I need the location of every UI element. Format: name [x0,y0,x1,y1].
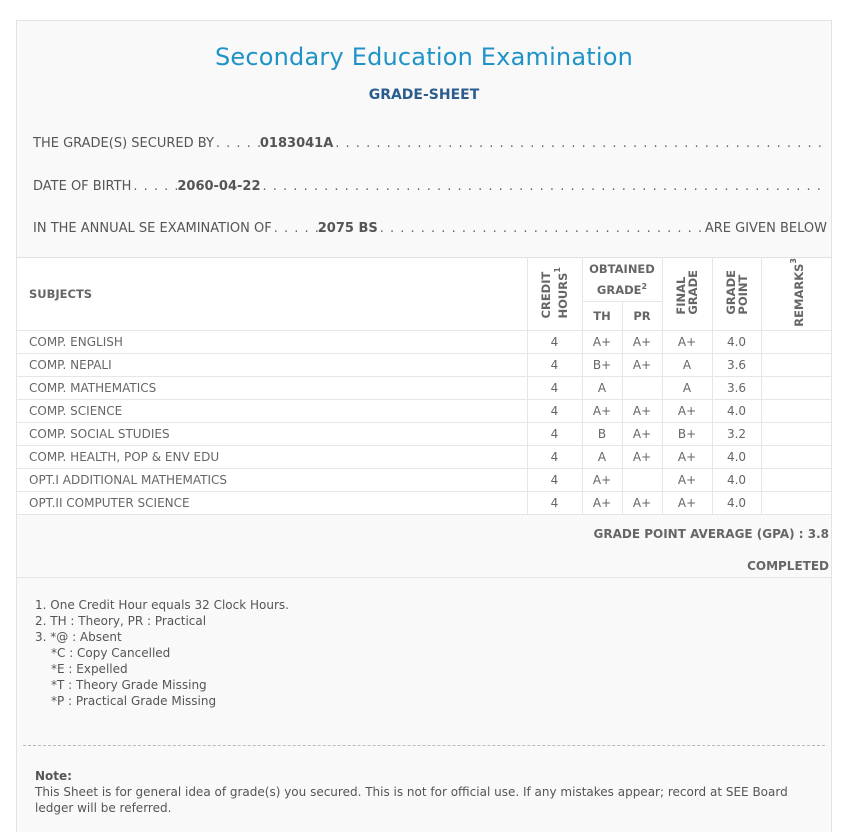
remarks-cell [761,330,831,353]
final-grade-cell: A [662,353,712,376]
grade-point-cell: 4.0 [712,445,761,468]
final-grade-header: FINAL GRADE [662,258,712,331]
credit-hours-cell: 4 [527,399,582,422]
exam-year: 2075 BS [317,220,378,236]
theory-grade-cell: B+ [582,353,622,376]
subject-cell: OPT.II COMPUTER SCIENCE [17,491,527,514]
subject-cell: COMP. ENGLISH [17,330,527,353]
pr-header: PR [622,302,662,331]
final-grade-cell: A [662,376,712,399]
credit-hours-cell: 4 [527,353,582,376]
grade-point-cell: 3.6 [712,376,761,399]
final-grade-cell: A+ [662,445,712,468]
remarks-cell [761,422,831,445]
grade-sheet [16,20,832,832]
subject-cell: COMP. SCIENCE [17,399,527,422]
remarks-cell [761,468,831,491]
grade-point-header: GRADE POINT [712,258,761,331]
theory-grade-cell: B [582,422,622,445]
note-box [35,768,815,816]
practical-grade-cell [622,468,662,491]
footnote-3-expelled: *E : Expelled [51,662,128,676]
remarks-cell [761,399,831,422]
footnote-3-copy-cancelled: *C : Copy Cancelled [51,646,171,660]
practical-grade-cell: A+ [622,491,662,514]
page-title: Secondary Education Examination [214,43,634,71]
footnote-3: 3. *@ : Absent [35,630,122,644]
footnote-2: 2. TH : Theory, PR : Practical [35,614,207,628]
exam-line [33,218,827,238]
footnote-3-theory-missing: *T : Theory Grade Missing [51,678,207,692]
credit-hours-cell: 4 [527,422,582,445]
credit-hours-header: CREDIT HOURS$^1$ [527,258,582,331]
final-grade-cell: B+ [662,422,712,445]
subject-cell: COMP. NEPALI [17,353,527,376]
grade-point-cell: 3.6 [712,353,761,376]
footnotes [35,597,289,709]
remarks-cell [761,353,831,376]
table-row [17,422,831,445]
practical-grade-cell: A+ [622,353,662,376]
footnote-3-practical-missing: *P : Practical Grade Missing [51,694,217,708]
subject-cell: OPT.I ADDITIONAL MATHEMATICS [17,468,527,491]
credit-hours-cell: 4 [527,445,582,468]
gpa-line: GRADE POINT AVERAGE (GPA) : 3.8 [593,527,829,541]
obtained-grade-header: OBTAINED GRADE$^2$ [582,258,662,302]
date-of-birth: 2060-04-22 [177,178,261,194]
grade-point-cell: 4.0 [712,399,761,422]
page-subtitle: GRADE-SHEET [368,87,480,103]
final-grade-cell: A+ [662,399,712,422]
dob-line [33,176,827,196]
remarks-cell [761,491,831,514]
result-status: COMPLETED [747,559,829,573]
table-row [17,330,831,353]
grade-point-cell: 4.0 [712,330,761,353]
practical-grade-cell: A+ [622,422,662,445]
practical-grade-cell: A+ [622,399,662,422]
dob-label: DATE OF BIRTH [33,178,132,194]
remarks-cell [761,376,831,399]
theory-grade-cell: A [582,376,622,399]
exam-trailer: ARE GIVEN BELOW [704,220,827,236]
remarks-header: REMARKS$^3$ [761,258,831,331]
credit-hours-cell: 4 [527,468,582,491]
subject-cell: COMP. MATHEMATICS [17,376,527,399]
exam-label: IN THE ANNUAL SE EXAMINATION OF [33,220,272,236]
subjects-header: SUBJECTS [17,258,527,331]
dashed-divider [23,745,825,746]
note-label: Note: [35,769,72,783]
credit-hours-cell: 4 [527,376,582,399]
remarks-cell [761,445,831,468]
th-header: TH [582,302,622,331]
practical-grade-cell: A+ [622,445,662,468]
practical-grade-cell [622,376,662,399]
grade-point-cell: 3.2 [712,422,761,445]
subject-cell: COMP. SOCIAL STUDIES [17,422,527,445]
grade-point-cell: 4.0 [712,468,761,491]
table-row [17,468,831,491]
theory-grade-cell: A [582,445,622,468]
theory-grade-cell: A+ [582,491,622,514]
table-row [17,376,831,399]
theory-grade-cell: A+ [582,330,622,353]
table-row [17,445,831,468]
table-row [17,399,831,422]
final-grade-cell: A+ [662,330,712,353]
note-text: This Sheet is for general idea of grade(s) you secured. This is not for official use. If any mistakes appear; record at SEE Board ledger will be referred. [35,785,788,815]
secured-by-label: THE GRADE(S) SECURED BY [33,135,214,151]
final-grade-cell: A+ [662,491,712,514]
table-row [17,353,831,376]
theory-grade-cell: A+ [582,399,622,422]
subject-cell: COMP. HEALTH, POP & ENV EDU [17,445,527,468]
grades-table [17,257,831,515]
credit-hours-cell: 4 [527,330,582,353]
divider [17,577,831,578]
footnote-1: 1. One Credit Hour equals 32 Clock Hours. [35,598,289,612]
final-grade-cell: A+ [662,468,712,491]
practical-grade-cell: A+ [622,330,662,353]
credit-hours-cell: 4 [527,491,582,514]
table-row [17,491,831,514]
secured-by-line [33,133,827,153]
theory-grade-cell: A+ [582,468,622,491]
symbol-number: 0183041A [259,135,334,151]
grade-point-cell: 4.0 [712,491,761,514]
